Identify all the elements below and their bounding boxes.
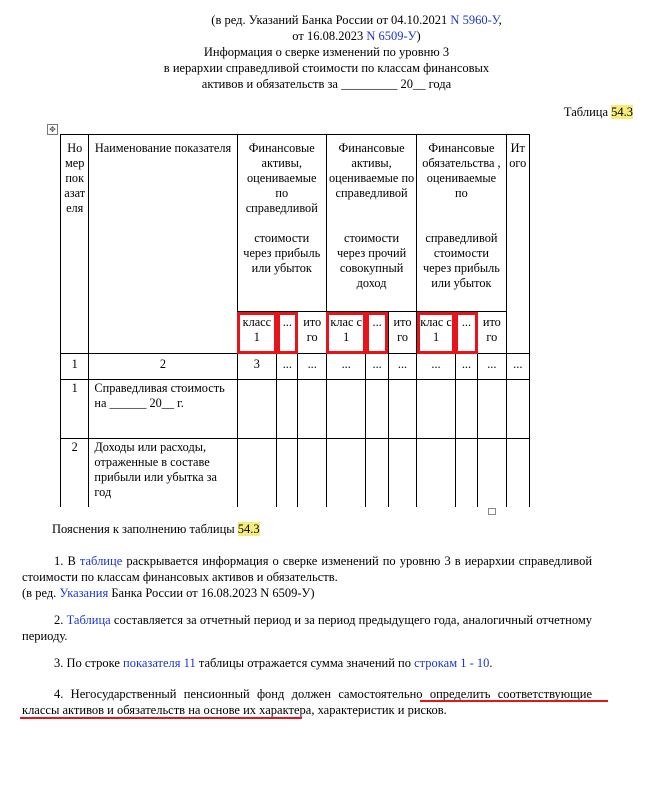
class-1-fl: клас с 1 [417,312,456,354]
note-3-indicator-link[interactable]: показателя 11 [123,656,196,670]
data-cell[interactable] [237,380,277,439]
colnum-cell: ... [506,354,529,380]
colnum-cell: ... [478,354,506,380]
header-fa-profit-loss: Финансовые активы, оцениваемые по справедливой [237,135,326,226]
colnum-cell: 2 [89,354,237,380]
colnum-cell: ... [298,354,326,380]
header-name-continued [89,225,237,354]
subheader-fa-profit-loss: стоимости через прибыль или убыток [237,225,326,312]
note-3: 3. По строке показателя 11 таблицы отражается сумма значений по строкам 1 - 10. [54,656,493,670]
header-total: Ит ого [506,135,529,354]
data-cell[interactable] [366,439,388,508]
table-row [61,380,530,439]
note-3-rows-link[interactable]: строкам 1 - 10 [414,656,490,670]
data-cell[interactable] [277,380,298,439]
total-fa-oci: ито го [388,312,416,354]
title-line-1: Информация о сверке изменений по уровню 3 [203,45,450,59]
class-1-fa-oci: клас с 1 [326,312,366,354]
amendment-link-5960[interactable]: N 5960-У [450,13,499,27]
amendment-link-6509[interactable]: N 6509-У [366,29,417,43]
colnum-cell: ... [388,354,416,380]
notes-table-number-highlight: 54.3 [237,522,260,536]
header-fa-oci: Финансовые активы, оцениваемые по справедливой [326,135,416,226]
note-4: 4. Негосударственный пенсионный фонд должен самостоятельно определить соответствующие классы активов и обязательств на основе их характера, характеристик и рисков. [22,687,592,717]
data-cell[interactable] [388,439,416,508]
row-number: 1 [61,380,89,439]
red-underline-2 [20,717,302,719]
header-indicator-name: Наименование показателя [89,135,237,226]
table-subheader-row [61,225,530,312]
data-cell[interactable] [417,439,456,508]
colnum-cell: ... [277,354,298,380]
colnum-cell: 1 [61,354,89,380]
table-row [61,439,530,508]
data-cell[interactable] [237,439,277,508]
note-1-table-link[interactable]: таблице [79,554,123,568]
data-cell[interactable] [298,439,326,508]
class-dots-fa-oci: ... [366,312,388,354]
title-line-2: в иерархии справедливой стоимости по классам финансовых [163,61,490,75]
subheader-fa-oci: стоимости через прочий совокупный доход [326,225,416,312]
data-cell[interactable] [277,439,298,508]
colnum-cell: ... [417,354,456,380]
table-move-handle-icon[interactable]: ✥ [47,124,58,135]
header-fin-liabilities: Финансовые обязательства , оцениваемые по [417,135,506,226]
data-cell[interactable] [388,380,416,439]
data-cell[interactable] [478,439,506,508]
data-cell[interactable] [417,380,456,439]
note-2-table-link[interactable]: Таблица [66,613,111,627]
colnum-cell: ... [455,354,477,380]
data-cell[interactable] [366,380,388,439]
subheader-fin-liabilities: справедливой стоимости через прибыль или убыток [417,225,506,312]
notes-intro: Пояснения к заполнению таблицы 54.3 [52,522,260,536]
data-cell[interactable] [455,439,477,508]
amendment-line-1: (в ред. Указаний Банка России от 04.10.2021 N 5960-У, [211,13,502,27]
total-fl: ито го [478,312,506,354]
note-1-amendment-link[interactable]: Указания [59,586,109,600]
red-underline-1 [420,700,608,702]
data-cell[interactable] [506,380,529,439]
amendment-line-2: от 16.08.2023 N 6509-У) [292,29,421,43]
note-2: 2. Таблица составляется за отчетный период и за период предыдущего года, аналогичный отчетному периоду. [22,613,592,643]
table-number-highlight: 54.3 [611,105,633,119]
row-name: Доходы или расходы, отраженные в составе прибыли или убытка за год [89,439,237,508]
document-header [0,12,653,92]
data-cell[interactable] [298,380,326,439]
row-number: 2 [61,439,89,508]
data-cell[interactable] [478,380,506,439]
data-cell[interactable] [506,439,529,508]
table-resize-handle-icon[interactable] [488,508,496,515]
data-cell[interactable] [326,439,366,508]
colnum-cell: 3 [237,354,277,380]
note-1: 1. В таблице раскрывается информация о сверке изменений по уровню 3 в иерархии справедливой стоимости по классам финансовых активов и обязательств. [22,554,593,584]
data-cell[interactable] [326,380,366,439]
class-dots-fa-pl: ... [277,312,298,354]
note-1-amendment: (в ред. Указания Банка России от 16.08.2023 N 6509-У) [22,586,315,600]
column-number-row [61,354,530,380]
header-indicator-number: Но мер пок азат еля [61,135,89,354]
table-header-row [61,135,530,226]
reconciliation-table [60,134,530,507]
data-cell[interactable] [455,380,477,439]
class-1-fa-pl: класс 1 [237,312,277,354]
colnum-cell: ... [326,354,366,380]
class-dots-fl: ... [455,312,477,354]
title-line-3: активов и обязательств за _________ 20__ года [201,77,452,91]
total-fa-pl: ито го [298,312,326,354]
row-name: Справедливая стоимость на ______ 20__ г. [89,380,237,439]
table-caption: Таблица 54.3 [563,105,633,119]
colnum-cell: ... [366,354,388,380]
